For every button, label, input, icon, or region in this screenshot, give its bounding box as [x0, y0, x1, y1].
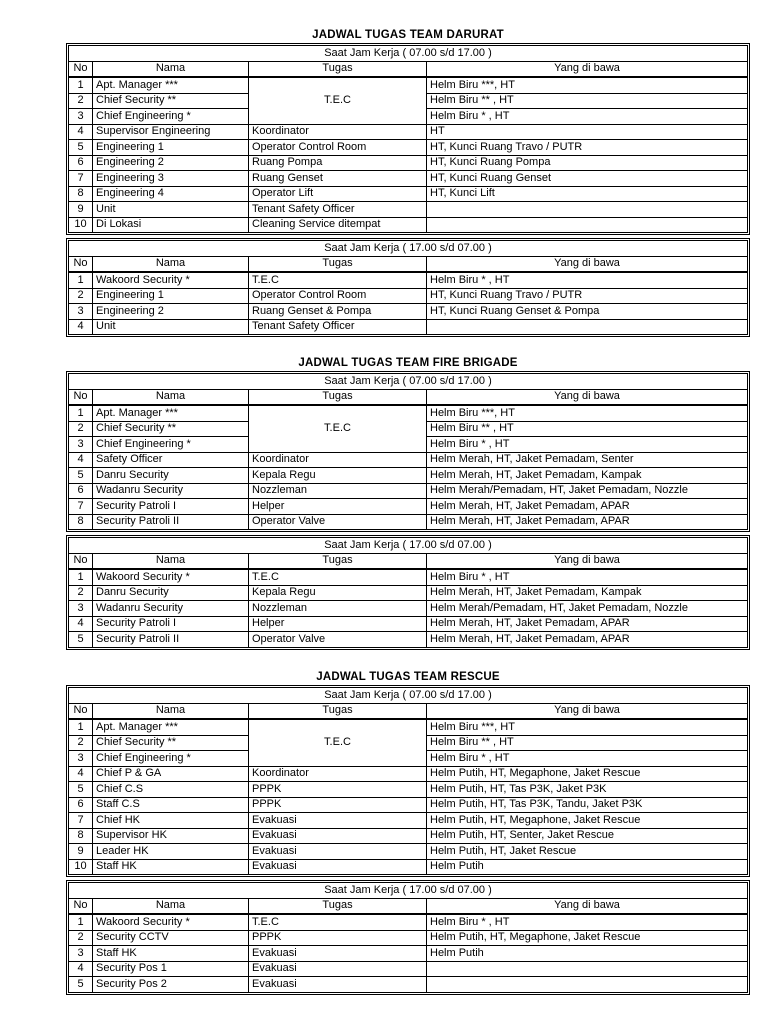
- row-nama: Chief Engineering *: [93, 109, 249, 125]
- row-yang-di-bawa: Helm Merah, HT, Jaket Pemadam, Kampak: [427, 468, 748, 484]
- row-tugas: Evakuasi: [249, 813, 427, 829]
- section-team-rescue: [66, 670, 750, 995]
- row-no: 2: [69, 421, 93, 437]
- row-yang-di-bawa: Helm Merah/Pemadam, HT, Jaket Pemadam, Nozzle: [427, 483, 748, 499]
- row-tugas: T.E.C: [249, 272, 427, 288]
- row-no: 1: [69, 719, 93, 735]
- table-row: [69, 977, 748, 993]
- shift-table: [68, 373, 748, 530]
- row-nama: Apt. Manager ***: [93, 77, 249, 93]
- row-yang-di-bawa: HT, Kunci Ruang Genset: [427, 171, 748, 187]
- row-yang-di-bawa: Helm Biru ** , HT: [427, 735, 748, 751]
- row-no: 4: [69, 616, 93, 632]
- row-tugas: T.E.C: [249, 569, 427, 585]
- col-yang-di-bawa-header: Yang di bawa: [427, 703, 748, 719]
- col-no-header: No: [69, 703, 93, 719]
- row-no: 10: [69, 859, 93, 875]
- row-no: 9: [69, 202, 93, 218]
- row-yang-di-bawa: Helm Biru * , HT: [427, 272, 748, 288]
- row-nama: Staff HK: [93, 859, 249, 875]
- shift-header-row: [69, 241, 748, 257]
- table-row: [69, 77, 748, 93]
- row-yang-di-bawa: Helm Merah, HT, Jaket Pemadam, APAR: [427, 514, 748, 530]
- row-tugas: Helper: [249, 499, 427, 515]
- row-nama: Chief Security **: [93, 93, 249, 109]
- column-header-row: [69, 553, 748, 569]
- row-no: 4: [69, 452, 93, 468]
- shift-table: [68, 240, 748, 335]
- row-yang-di-bawa: Helm Putih, HT, Megaphone, Jaket Rescue: [427, 813, 748, 829]
- table-row: [69, 124, 748, 140]
- col-tugas-header: Tugas: [249, 256, 427, 272]
- row-yang-di-bawa: Helm Biru ***, HT: [427, 405, 748, 421]
- shift-box: [66, 238, 750, 337]
- row-no: 1: [69, 569, 93, 585]
- row-yang-di-bawa: Helm Biru ** , HT: [427, 93, 748, 109]
- row-yang-di-bawa: Helm Putih: [427, 946, 748, 962]
- row-tugas: Koordinator: [249, 124, 427, 140]
- table-row: [69, 569, 748, 585]
- row-tugas: Nozzleman: [249, 601, 427, 617]
- table-row: [69, 155, 748, 171]
- table-row: [69, 844, 748, 860]
- shift-header-row: [69, 46, 748, 62]
- shift-box: [66, 880, 750, 995]
- col-no-header: No: [69, 389, 93, 405]
- row-tugas: Kepala Regu: [249, 585, 427, 601]
- row-tugas: Helper: [249, 616, 427, 632]
- row-no: 5: [69, 977, 93, 993]
- row-no: 2: [69, 930, 93, 946]
- row-no: 3: [69, 304, 93, 320]
- row-nama: Engineering 3: [93, 171, 249, 187]
- row-no: 1: [69, 77, 93, 93]
- section-team-darurat: [66, 28, 750, 337]
- row-nama: Wakoord Security *: [93, 914, 249, 930]
- row-tugas: Evakuasi: [249, 828, 427, 844]
- shift-box: [66, 371, 750, 532]
- row-nama: Engineering 2: [93, 155, 249, 171]
- row-yang-di-bawa: [427, 961, 748, 977]
- row-no: 2: [69, 735, 93, 751]
- row-yang-di-bawa: HT, Kunci Ruang Genset & Pompa: [427, 304, 748, 320]
- row-nama: Unit: [93, 319, 249, 335]
- row-nama: Chief Security **: [93, 421, 249, 437]
- row-yang-di-bawa: [427, 977, 748, 993]
- table-row: [69, 797, 748, 813]
- col-no-header: No: [69, 256, 93, 272]
- row-tugas: Koordinator: [249, 452, 427, 468]
- table-row: [69, 813, 748, 829]
- col-yang-di-bawa-header: Yang di bawa: [427, 553, 748, 569]
- row-no: 2: [69, 585, 93, 601]
- col-nama-header: Nama: [93, 703, 249, 719]
- col-yang-di-bawa-header: Yang di bawa: [427, 61, 748, 77]
- row-yang-di-bawa: Helm Biru * , HT: [427, 751, 748, 767]
- table-row: [69, 828, 748, 844]
- row-nama: Chief Engineering *: [93, 437, 249, 453]
- row-tugas: Ruang Genset: [249, 171, 427, 187]
- row-tugas-tec: T.E.C: [249, 77, 427, 124]
- row-nama: Leader HK: [93, 844, 249, 860]
- table-row: [69, 483, 748, 499]
- row-no: 1: [69, 405, 93, 421]
- row-yang-di-bawa: HT, Kunci Ruang Travo / PUTR: [427, 288, 748, 304]
- row-no: 3: [69, 437, 93, 453]
- table-row: [69, 140, 748, 156]
- row-tugas: Operator Valve: [249, 632, 427, 648]
- table-row: [69, 186, 748, 202]
- row-nama: Apt. Manager ***: [93, 405, 249, 421]
- row-nama: Chief Engineering *: [93, 751, 249, 767]
- row-yang-di-bawa: Helm Biru * , HT: [427, 569, 748, 585]
- shift-table: [68, 45, 748, 233]
- table-row: [69, 719, 748, 735]
- row-nama: Supervisor HK: [93, 828, 249, 844]
- shift-label: Saat Jam Kerja ( 07.00 s/d 17.00 ): [69, 46, 748, 62]
- row-no: 8: [69, 828, 93, 844]
- row-nama: Engineering 4: [93, 186, 249, 202]
- table-row: [69, 601, 748, 617]
- row-nama: Chief Security **: [93, 735, 249, 751]
- shift-header-row: [69, 883, 748, 899]
- row-yang-di-bawa: HT, Kunci Ruang Travo / PUTR: [427, 140, 748, 156]
- row-tugas-tec: T.E.C: [249, 719, 427, 766]
- row-yang-di-bawa: Helm Biru * , HT: [427, 437, 748, 453]
- col-tugas-header: Tugas: [249, 898, 427, 914]
- row-tugas: Operator Valve: [249, 514, 427, 530]
- table-row: [69, 914, 748, 930]
- row-no: 8: [69, 186, 93, 202]
- table-row: [69, 585, 748, 601]
- column-header-row: [69, 256, 748, 272]
- row-yang-di-bawa: [427, 202, 748, 218]
- row-tugas: Tenant Safety Officer: [249, 319, 427, 335]
- row-tugas: Cleaning Service ditempat: [249, 217, 427, 233]
- row-no: 2: [69, 93, 93, 109]
- row-nama: Supervisor Engineering: [93, 124, 249, 140]
- table-row: [69, 859, 748, 875]
- row-yang-di-bawa: Helm Putih, HT, Senter, Jaket Rescue: [427, 828, 748, 844]
- row-tugas: Evakuasi: [249, 977, 427, 993]
- row-tugas: Nozzleman: [249, 483, 427, 499]
- row-no: 4: [69, 961, 93, 977]
- row-tugas: Operator Control Room: [249, 140, 427, 156]
- section-title: JADWAL TUGAS TEAM DARURAT: [312, 29, 504, 41]
- row-no: 4: [69, 766, 93, 782]
- table-row: [69, 499, 748, 515]
- col-no-header: No: [69, 553, 93, 569]
- col-no-header: No: [69, 61, 93, 77]
- row-nama: Wakoord Security *: [93, 569, 249, 585]
- table-row: [69, 405, 748, 421]
- table-row: [69, 782, 748, 798]
- row-no: 7: [69, 813, 93, 829]
- row-tugas: Evakuasi: [249, 946, 427, 962]
- row-yang-di-bawa: Helm Putih, HT, Tas P3K, Tandu, Jaket P3K: [427, 797, 748, 813]
- col-yang-di-bawa-header: Yang di bawa: [427, 256, 748, 272]
- row-yang-di-bawa: HT, Kunci Ruang Pompa: [427, 155, 748, 171]
- row-nama: Security CCTV: [93, 930, 249, 946]
- row-tugas: Ruang Pompa: [249, 155, 427, 171]
- table-row: [69, 304, 748, 320]
- row-yang-di-bawa: Helm Putih, HT, Jaket Rescue: [427, 844, 748, 860]
- table-row: [69, 288, 748, 304]
- row-yang-di-bawa: [427, 319, 748, 335]
- row-nama: Apt. Manager ***: [93, 719, 249, 735]
- table-row: [69, 272, 748, 288]
- row-yang-di-bawa: Helm Putih: [427, 859, 748, 875]
- col-nama-header: Nama: [93, 389, 249, 405]
- row-nama: Staff C.S: [93, 797, 249, 813]
- row-nama: Danru Security: [93, 468, 249, 484]
- table-row: [69, 319, 748, 335]
- row-tugas: PPPK: [249, 797, 427, 813]
- table-row: [69, 632, 748, 648]
- row-no: 4: [69, 124, 93, 140]
- shift-header-row: [69, 538, 748, 554]
- row-nama: Wakoord Security *: [93, 272, 249, 288]
- table-row: [69, 468, 748, 484]
- col-tugas-header: Tugas: [249, 703, 427, 719]
- row-no: 7: [69, 171, 93, 187]
- row-yang-di-bawa: Helm Merah, HT, Jaket Pemadam, APAR: [427, 616, 748, 632]
- column-header-row: [69, 703, 748, 719]
- row-tugas: Koordinator: [249, 766, 427, 782]
- table-row: [69, 930, 748, 946]
- row-no: 9: [69, 844, 93, 860]
- row-no: 4: [69, 319, 93, 335]
- row-yang-di-bawa: Helm Biru * , HT: [427, 914, 748, 930]
- shift-box: [66, 43, 750, 235]
- row-tugas: Evakuasi: [249, 859, 427, 875]
- row-no: 6: [69, 483, 93, 499]
- row-nama: Security Pos 2: [93, 977, 249, 993]
- row-nama: Di Lokasi: [93, 217, 249, 233]
- row-yang-di-bawa: Helm Biru ***, HT: [427, 77, 748, 93]
- row-yang-di-bawa: Helm Biru ***, HT: [427, 719, 748, 735]
- row-yang-di-bawa: Helm Merah, HT, Jaket Pemadam, APAR: [427, 632, 748, 648]
- row-no: 3: [69, 946, 93, 962]
- col-no-header: No: [69, 898, 93, 914]
- column-header-row: [69, 61, 748, 77]
- row-nama: Chief C.S: [93, 782, 249, 798]
- col-nama-header: Nama: [93, 898, 249, 914]
- row-tugas: PPPK: [249, 782, 427, 798]
- row-tugas: Tenant Safety Officer: [249, 202, 427, 218]
- table-row: [69, 616, 748, 632]
- shift-label: Saat Jam Kerja ( 07.00 s/d 17.00 ): [69, 688, 748, 704]
- row-nama: Security Patroli II: [93, 632, 249, 648]
- row-no: 7: [69, 499, 93, 515]
- row-no: 5: [69, 782, 93, 798]
- shift-table: [68, 687, 748, 875]
- row-no: 5: [69, 468, 93, 484]
- col-nama-header: Nama: [93, 256, 249, 272]
- row-tugas: Evakuasi: [249, 961, 427, 977]
- row-tugas: Ruang Genset & Pompa: [249, 304, 427, 320]
- row-nama: Chief P & GA: [93, 766, 249, 782]
- table-row: [69, 961, 748, 977]
- col-tugas-header: Tugas: [249, 61, 427, 77]
- shift-header-row: [69, 688, 748, 704]
- row-no: 6: [69, 797, 93, 813]
- shift-box: [66, 535, 750, 650]
- table-row: [69, 946, 748, 962]
- row-yang-di-bawa: [427, 217, 748, 233]
- row-tugas: PPPK: [249, 930, 427, 946]
- row-yang-di-bawa: Helm Putih, HT, Tas P3K, Jaket P3K: [427, 782, 748, 798]
- shift-label: Saat Jam Kerja ( 17.00 s/d 07.00 ): [69, 241, 748, 257]
- row-nama: Engineering 1: [93, 140, 249, 156]
- table-row: [69, 514, 748, 530]
- row-no: 3: [69, 601, 93, 617]
- table-row: [69, 217, 748, 233]
- row-nama: Staff HK: [93, 946, 249, 962]
- row-nama: Security Pos 1: [93, 961, 249, 977]
- table-row: [69, 202, 748, 218]
- shift-table: [68, 537, 748, 648]
- row-nama: Wadanru Security: [93, 483, 249, 499]
- row-tugas-tec: T.E.C: [249, 405, 427, 452]
- row-no: 1: [69, 272, 93, 288]
- shift-label: Saat Jam Kerja ( 17.00 s/d 07.00 ): [69, 538, 748, 554]
- row-no: 8: [69, 514, 93, 530]
- row-nama: Security Patroli I: [93, 499, 249, 515]
- table-row: [69, 171, 748, 187]
- row-yang-di-bawa: Helm Merah/Pemadam, HT, Jaket Pemadam, Nozzle: [427, 601, 748, 617]
- shift-label: Saat Jam Kerja ( 07.00 s/d 17.00 ): [69, 374, 748, 390]
- section-title: JADWAL TUGAS TEAM RESCUE: [316, 671, 500, 683]
- shift-label: Saat Jam Kerja ( 17.00 s/d 07.00 ): [69, 883, 748, 899]
- shift-box: [66, 685, 750, 877]
- row-tugas: T.E.C: [249, 914, 427, 930]
- row-yang-di-bawa: Helm Biru ** , HT: [427, 421, 748, 437]
- row-nama: Safety Officer: [93, 452, 249, 468]
- row-nama: Security Patroli II: [93, 514, 249, 530]
- row-tugas: Kepala Regu: [249, 468, 427, 484]
- row-no: 2: [69, 288, 93, 304]
- row-tugas: Evakuasi: [249, 844, 427, 860]
- col-tugas-header: Tugas: [249, 553, 427, 569]
- column-header-row: [69, 898, 748, 914]
- col-yang-di-bawa-header: Yang di bawa: [427, 898, 748, 914]
- row-no: 10: [69, 217, 93, 233]
- col-nama-header: Nama: [93, 61, 249, 77]
- table-row: [69, 452, 748, 468]
- row-nama: Chief HK: [93, 813, 249, 829]
- section-team-fire-brigade: [66, 356, 750, 650]
- column-header-row: [69, 389, 748, 405]
- row-no: 5: [69, 632, 93, 648]
- row-yang-di-bawa: Helm Merah, HT, Jaket Pemadam, Kampak: [427, 585, 748, 601]
- row-nama: Danru Security: [93, 585, 249, 601]
- row-nama: Engineering 2: [93, 304, 249, 320]
- row-yang-di-bawa: HT: [427, 124, 748, 140]
- row-yang-di-bawa: HT, Kunci Lift: [427, 186, 748, 202]
- shift-header-row: [69, 374, 748, 390]
- row-no: 3: [69, 109, 93, 125]
- shift-table: [68, 882, 748, 993]
- row-nama: Engineering 1: [93, 288, 249, 304]
- row-no: 5: [69, 140, 93, 156]
- row-yang-di-bawa: Helm Putih, HT, Megaphone, Jaket Rescue: [427, 766, 748, 782]
- row-no: 1: [69, 914, 93, 930]
- row-tugas: Operator Control Room: [249, 288, 427, 304]
- col-tugas-header: Tugas: [249, 389, 427, 405]
- row-no: 6: [69, 155, 93, 171]
- col-nama-header: Nama: [93, 553, 249, 569]
- row-yang-di-bawa: Helm Merah, HT, Jaket Pemadam, APAR: [427, 499, 748, 515]
- col-yang-di-bawa-header: Yang di bawa: [427, 389, 748, 405]
- row-tugas: Operator Lift: [249, 186, 427, 202]
- row-no: 3: [69, 751, 93, 767]
- row-yang-di-bawa: Helm Merah, HT, Jaket Pemadam, Senter: [427, 452, 748, 468]
- row-yang-di-bawa: Helm Putih, HT, Megaphone, Jaket Rescue: [427, 930, 748, 946]
- table-row: [69, 766, 748, 782]
- row-nama: Security Patroli I: [93, 616, 249, 632]
- section-title: JADWAL TUGAS TEAM FIRE BRIGADE: [298, 357, 518, 369]
- row-nama: Unit: [93, 202, 249, 218]
- row-yang-di-bawa: Helm Biru * , HT: [427, 109, 748, 125]
- row-nama: Wadanru Security: [93, 601, 249, 617]
